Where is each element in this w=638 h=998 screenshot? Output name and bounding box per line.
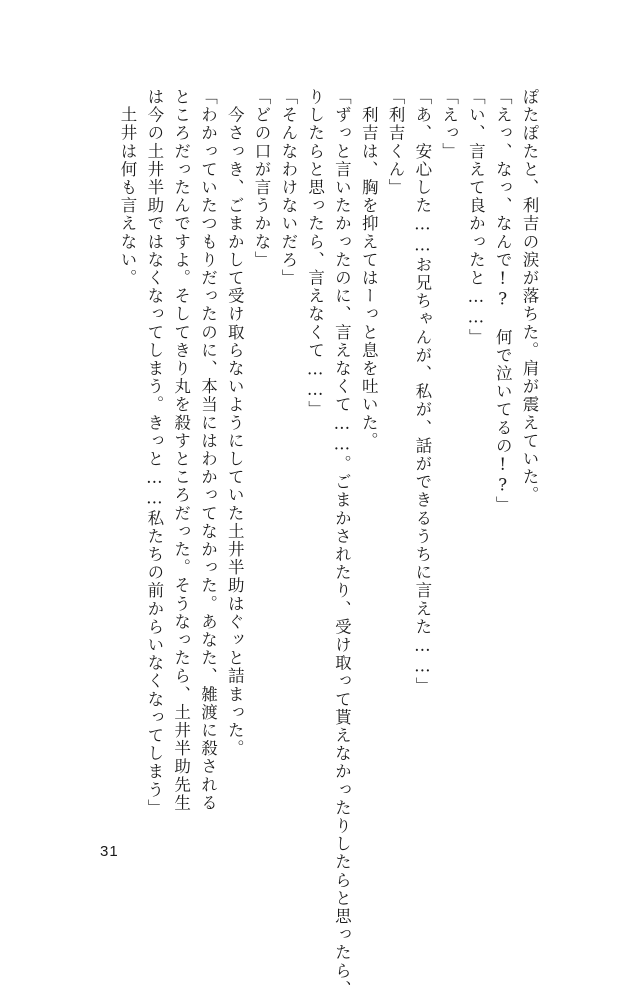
text-line: 「どの口が言うかな」 <box>252 88 272 269</box>
vertical-text-block <box>113 88 542 998</box>
text-line: 「い、言えて良かったと……」 <box>466 88 486 347</box>
page-number: 31 <box>100 843 119 860</box>
text-line: 「利吉くん」 <box>386 88 406 197</box>
text-line: 「えっ、なっ、なんで!? 何で泣いてるの!?」 <box>493 88 513 515</box>
text-line: 「そんなわけないだろ」 <box>278 88 298 288</box>
text-line: ところだったんですよ。そしてきり丸を殺すところだった。そうなったら、土井半助先生 <box>171 88 191 812</box>
text-line: 「あ、安心した……お兄ちゃんが、私が、話ができるうちに言えた……」 <box>412 88 432 696</box>
text-line: 今さっき、ごまかして受け取らないようにしていた土井半助はぐッと詰まった。 <box>225 88 245 758</box>
text-line: ぽたぽたと、利吉の涙が落ちた。肩が震えていた。 <box>520 88 539 505</box>
text-line: 土井は何も言えない。 <box>118 88 138 288</box>
text-line: 「わかっていたつもりだったのに、本当にはわかってなかった。あなた、雑渡に殺される <box>198 88 218 812</box>
text-line: りしたらと思ったら、言えなくて……」 <box>305 88 325 419</box>
text-line: は今の土井半助ではなくなってしまう。きっと……私たちの前からいなくなってしまう」 <box>144 88 164 817</box>
text-line: 利吉は、胸を抑えてはーっと息を吐いた。 <box>359 88 379 450</box>
text-line: 「ずっと言いたかったのに、言えなくて……。ごまかされたり、受け取って貰えなかったりしたらと思ったら、 <box>332 88 352 998</box>
text-line: 「えっ」 <box>439 88 459 161</box>
